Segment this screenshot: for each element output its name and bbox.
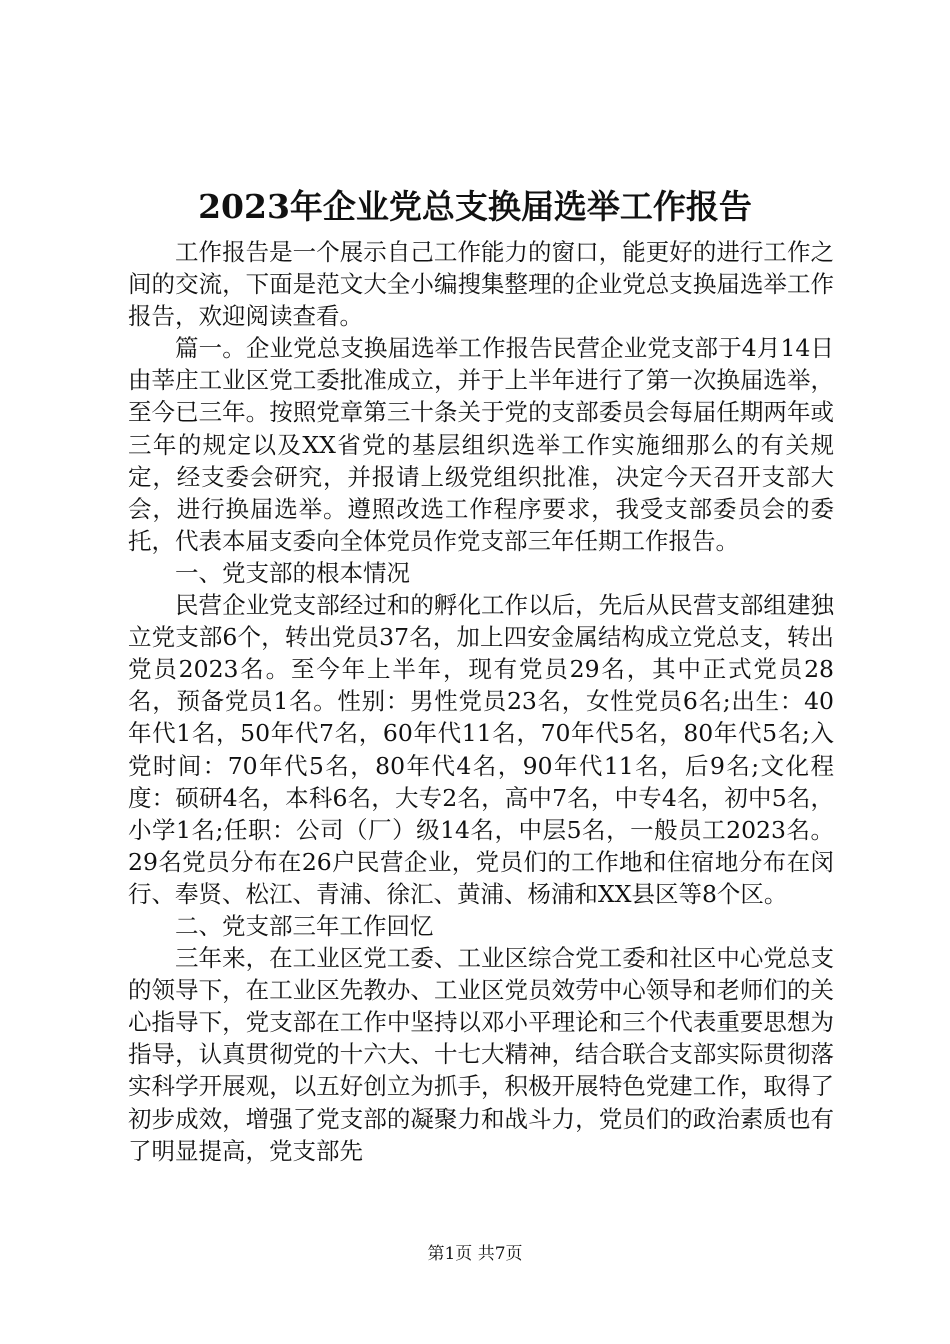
page-number-footer: 第1页 共7页: [427, 1244, 523, 1264]
document-title: 2023年企业党总支换届选举工作报告: [198, 187, 752, 226]
section-heading-basic-situation: 一、党支部的根本情况: [175, 558, 410, 587]
document-body: [128, 236, 834, 1167]
intro-paragraph: 工作报告是一个展示自己工作能力的窗口，能更好的进行工作之间的交流，下面是范文大全小编搜集整理的企业党总支换届选举工作报告，欢迎阅读查看。: [128, 238, 834, 331]
part-one-paragraph: 篇一。企业党总支换届选举工作报告民营企业党支部于4月14日由莘庄工业区党工委批准成立，并于上半年进行了第一次换届选举，至今已三年。按照党章第三十条关于党的支部委员会每届任期两年或三年的规定以及XX省党的基层组织选举工作实施细那么的有关规定，经支委会研究，并报请上级党组织批准，决定今天召开支部大会，进行换届选举。遵照改选工作程序要求，我受支部委员会的委托，代表本届支委向全体党员作党支部三年任期工作报告。: [128, 334, 834, 555]
section-heading-work-review: 二、党支部三年工作回忆: [175, 911, 434, 940]
basic-situation-paragraph: 民营企业党支部经过和的孵化工作以后，先后从民营支部组建独立党支部6个，转出党员37名，加上四安金属结构成立党总支，转出党员2023名。至今年上半年，现有党员29名，其中正式党员28名，预备党员1名。性别：男性党员23名，女性党员6名;出生：40年代1名，50年代7名，60年代11名，70年代5名，80年代5名;入党时间：70年代5名，80年代4名，90年代11名，后9名;文化程度：硕研4名，本科6名，大专2名，高中7名，中专4名，初中5名，小学1名;任职：公司（厂）级14名，中层5名，一般员工2023名。29名党员分布在26户民营企业，党员们的工作地和住宿地分布在闵行、奉贤、松江、青浦、徐汇、黄浦、杨浦和XX县区等8个区。: [128, 591, 834, 908]
work-review-paragraph: 三年来，在工业区党工委、工业区综合党工委和社区中心党总支的领导下，在工业区先教办、工业区党员效劳中心领导和老师们的关心指导下，党支部在工作中坚持以邓小平理论和三个代表重要思想为指导，认真贯彻党的十六大、十七大精神，结合联合支部实际贯彻落实科学开展观，以五好创立为抓手，积极开展特色党建工作，取得了初步成效，增强了党支部的凝聚力和战斗力，党员们的政治素质也有了明显提高，党支部先: [128, 944, 834, 1165]
